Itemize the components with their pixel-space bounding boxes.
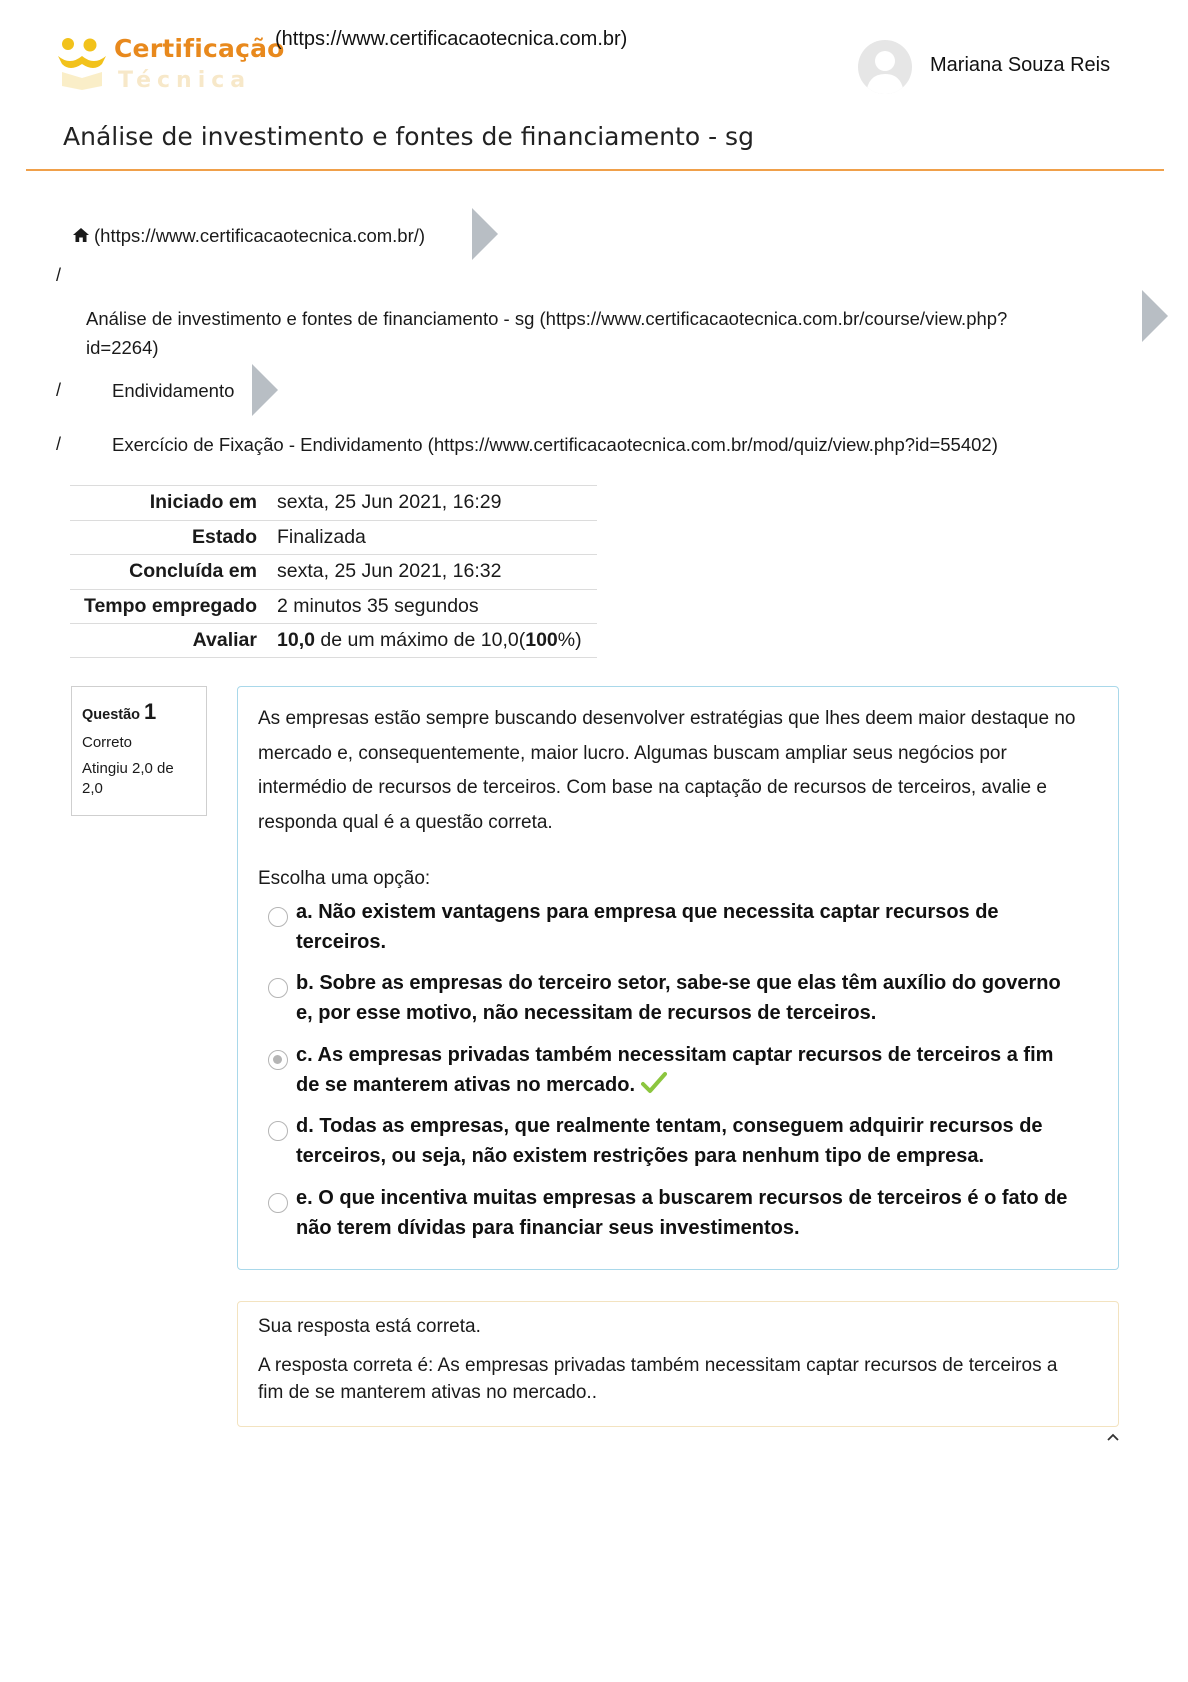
breadcrumb-chevron-icon: [472, 208, 498, 260]
option-text: e. O que incentiva muitas empresas a buscarem recursos de terceiros é o fato de não terem dívidas para financiar seus investimentos.: [296, 1187, 1068, 1239]
question-text: As empresas estão sempre buscando desenvolver estratégias que lhes deem maior destaque no mercado e, consequentemente, maior lucro. Algumas buscam ampliar seus negócios por intermédio de recursos de terceiros. Com base na captação de recursos de terceiros, avalie e responda qual é a questão correta.: [258, 708, 1076, 833]
question-prompt: Escolha uma opção:: [258, 868, 431, 889]
breadcrumb-quiz-link[interactable]: Exercício de Fixação - Endividamento (https://www.certificacaotecnica.com.br/mod/quiz/view.php?id=55402): [112, 434, 998, 455]
user-name[interactable]: Mariana Souza Reis: [930, 54, 1111, 76]
summary-started-value: sexta, 25 Jun 2021, 16:29: [277, 491, 502, 514]
question-number: [82, 697, 196, 727]
checkmark-icon: [641, 1071, 667, 1095]
feedback-right-answer: A resposta correta é: As empresas privadas também necessitam captar recursos de terceiros a fim de se manterem ativas no mercado..: [258, 1355, 1058, 1403]
logo-wordmark: Certificação: [114, 34, 285, 63]
user-silhouette-icon: [858, 40, 912, 94]
summary-started-label: Iniciado em: [149, 491, 257, 514]
radio-option-e[interactable]: [268, 1193, 288, 1213]
radio-option-c[interactable]: [268, 1050, 288, 1070]
option-text-wrap: [268, 1040, 1068, 1100]
table-row: [70, 554, 597, 589]
feedback-result: Sua resposta está correta.: [258, 1316, 481, 1337]
logo-subwordmark: Técnica: [118, 68, 252, 93]
breadcrumb-separator: /: [56, 265, 62, 285]
answer-option-b[interactable]: [268, 968, 1068, 1028]
breadcrumb-course-link[interactable]: Análise de investimento e fontes de financiamento - sg (https://www.certificacaotecnica.com.br/course/view.php?: [86, 308, 1008, 329]
option-text: a. Não existem vantagens para empresa que necessita captar recursos de terceiros.: [296, 901, 999, 953]
grade-text: de um máximo de 10,0(: [314, 628, 526, 651]
answer-option-d[interactable]: [268, 1111, 1068, 1171]
summary-completed-label: Concluída em: [129, 560, 257, 583]
table-row: [70, 520, 597, 555]
breadcrumb-course-link-cont[interactable]: id=2264): [86, 337, 159, 358]
chevron-up-icon[interactable]: [1106, 1432, 1120, 1442]
page-title: Análise de investimento e fontes de financiamento - sg: [63, 122, 754, 151]
question-label: Questão: [82, 707, 141, 723]
breadcrumb-separator: /: [56, 434, 62, 454]
table-row: [70, 589, 597, 624]
option-text: d. Todas as empresas, que realmente tentam, conseguem adquirir recursos de terceiros, ou seja, não existem restrições para nenhum tipo de empresa.: [296, 1115, 1043, 1167]
breadcrumb-home-link[interactable]: (https://www.certificacaotecnica.com.br/): [94, 225, 426, 246]
table-row: [70, 485, 597, 520]
site-url-link[interactable]: (https://www.certificacaotecnica.com.br): [275, 28, 628, 50]
table-row: [70, 623, 597, 658]
question-number-value: 1: [144, 699, 157, 724]
attempt-summary-table: [70, 485, 597, 658]
answer-option-c[interactable]: [268, 1040, 1068, 1100]
summary-completed-value: sexta, 25 Jun 2021, 16:32: [277, 560, 502, 583]
breadcrumb-chevron-icon: [252, 364, 278, 416]
question-status: Correto: [82, 733, 133, 751]
breadcrumb-section[interactable]: Endividamento: [112, 380, 235, 401]
summary-grade-value: [257, 629, 582, 652]
grade-score: 10,0: [277, 628, 315, 651]
question-mark: Atingiu 2,0 de 2,0: [82, 759, 174, 798]
breadcrumb-chevron-icon: [1142, 290, 1168, 342]
logo-emblem-icon: [56, 34, 112, 92]
answer-option-a[interactable]: [268, 897, 1068, 957]
grade-text-end: %): [557, 628, 582, 651]
radio-option-d[interactable]: [268, 1121, 288, 1141]
header-divider: [26, 169, 1164, 171]
home-icon[interactable]: [72, 227, 90, 243]
summary-time-label: Tempo empregado: [84, 594, 257, 617]
summary-time-value: 2 minutos 35 segundos: [277, 594, 479, 617]
breadcrumb-separator: /: [56, 380, 62, 400]
site-logo[interactable]: [56, 34, 285, 94]
summary-grade-label: Avaliar: [192, 628, 257, 651]
radio-option-b[interactable]: [268, 978, 288, 998]
summary-state-value: Finalizada: [277, 525, 366, 548]
question-info-box: [71, 686, 207, 816]
answer-option-e[interactable]: [268, 1183, 1068, 1243]
avatar[interactable]: [858, 40, 912, 94]
option-text: c. As empresas privadas também necessitam captar recursos de terceiros a fim de se manterem ativas no mercado.: [296, 1044, 1054, 1096]
summary-state-label: Estado: [191, 525, 257, 548]
grade-percent: 100: [525, 628, 558, 651]
radio-option-a[interactable]: [268, 907, 288, 927]
option-text: b. Sobre as empresas do terceiro setor, sabe-se que elas têm auxílio do governo e, por esse motivo, não necessitam de recursos de terceiros.: [296, 972, 1061, 1024]
